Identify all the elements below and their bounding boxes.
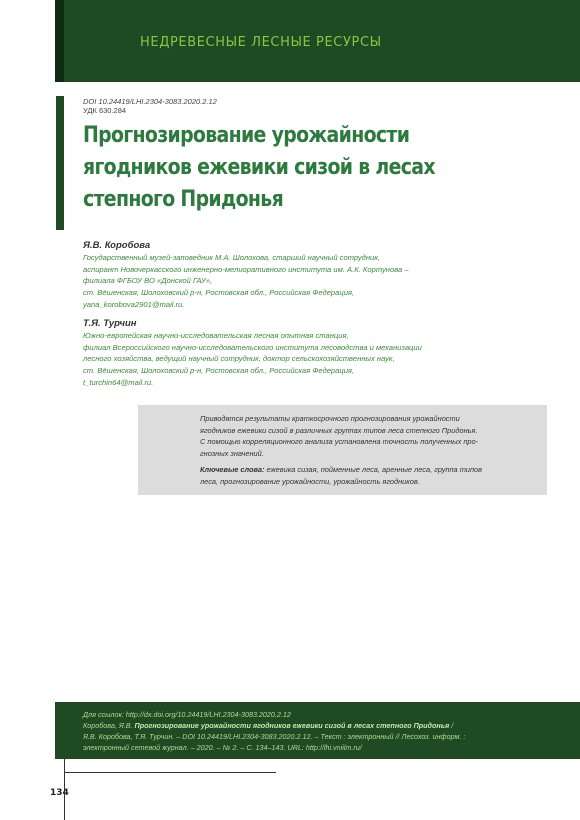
author-affiliation-korobova [83,252,543,311]
author-email[interactable]: t_turchin64@mail.ru. [83,377,154,387]
author-email[interactable]: yana_korobova2901@mail.ru. [83,299,185,309]
abstract-line: ягодников ежевики сизой в различных группах типов леса степного Придонья. [200,425,478,435]
title-line: степного Придонья [83,187,284,212]
page-number: 134 [50,788,69,798]
affiliation-line: ст. Вёшенская, Шолоховский р-н, Ростовская обл., Российская Федерация, [83,288,355,298]
affiliation-line: лесного хозяйства, ведущий научный сотрудник, доктор сельскохозяйственных наук, [83,354,395,364]
article-title [83,120,444,216]
citation-line: Я.В. Коробова, Т.Я. Турчин. – DOI 10.24419/LHI.2304-3083.2020.2.12. – Текст : электронный // Лесохоз. информ. : [83,732,466,741]
author-name-turchin: Т.Я. Турчин [83,318,137,329]
keywords-label: Ключевые слова: [200,465,265,474]
abstract-line: С помощью корреляционного анализа установлена точность полученных про- [200,437,479,446]
citation-title: Прогнозирование урожайности ягодников ежевики сизой в лесах степного Придонья [134,721,450,730]
title-line: Прогнозирование урожайности [83,123,410,148]
affiliation-line: филиал Всероссийского научно-исследовательского института лесоводства и механизации [83,342,422,352]
doi-label[interactable]: DOI 10.24419/LHI.2304-3083.2020.2.12 [83,97,217,106]
keywords [200,464,520,487]
keywords-line: ежевика сизая, пойменные леса, аренные леса, группа типов [264,465,483,474]
section-title: НЕДРЕВЕСНЫЕ ЛЕСНЫЕ РЕСУРСЫ [140,35,382,50]
affiliation-line: Государственный музей-заповедник М.А. Шолохова, старший научный сотрудник, [83,253,380,262]
affiliation-line: аспирант Новочеркасского инженерно-мелиоративного института им. А.К. Кортунова – [83,264,409,274]
abstract-line: Приводятся результаты краткосрочного прогнозирования урожайности [200,414,460,423]
title-line: ягодников ежевики сизой в лесах [83,155,435,180]
header-accent-stripe [55,0,64,82]
udk-label: УДК 630.284 [83,106,127,115]
keywords-line: леса, прогнозирование урожайности, урожайность ягодников. [200,476,420,486]
author-name-korobova: Я.В. Коробова [83,240,151,251]
citation-line: электронный сетевой журнал. – 2020. – № 2. – С. 134–143. URL: http://lhi.vniilm.ru/ [83,743,362,752]
citation-author: Коробова, Я.В. [83,721,135,730]
author-affiliation-turchin [83,330,543,389]
title-side-bar [56,96,64,230]
abstract-line: гнозных значений. [200,448,264,458]
footer-horizontal-rule [64,772,276,773]
abstract-text [200,413,520,459]
affiliation-line: Южно-европейская научно-исследовательская лесная опытная станция, [83,331,349,340]
citation-text [83,709,563,753]
affiliation-line: ст. Вёшенская, Шолоховский р-н, Ростовская обл., Российская Федерация, [83,366,355,376]
citation-sep: / [449,721,454,730]
citation-link[interactable]: Для ссылок: http://dx.doi.org/10.24419/LHI.2304-3083.2020.2.12 [83,710,291,719]
affiliation-line: филиала ФГБОУ ВО «Донской ГАУ», [83,276,213,286]
